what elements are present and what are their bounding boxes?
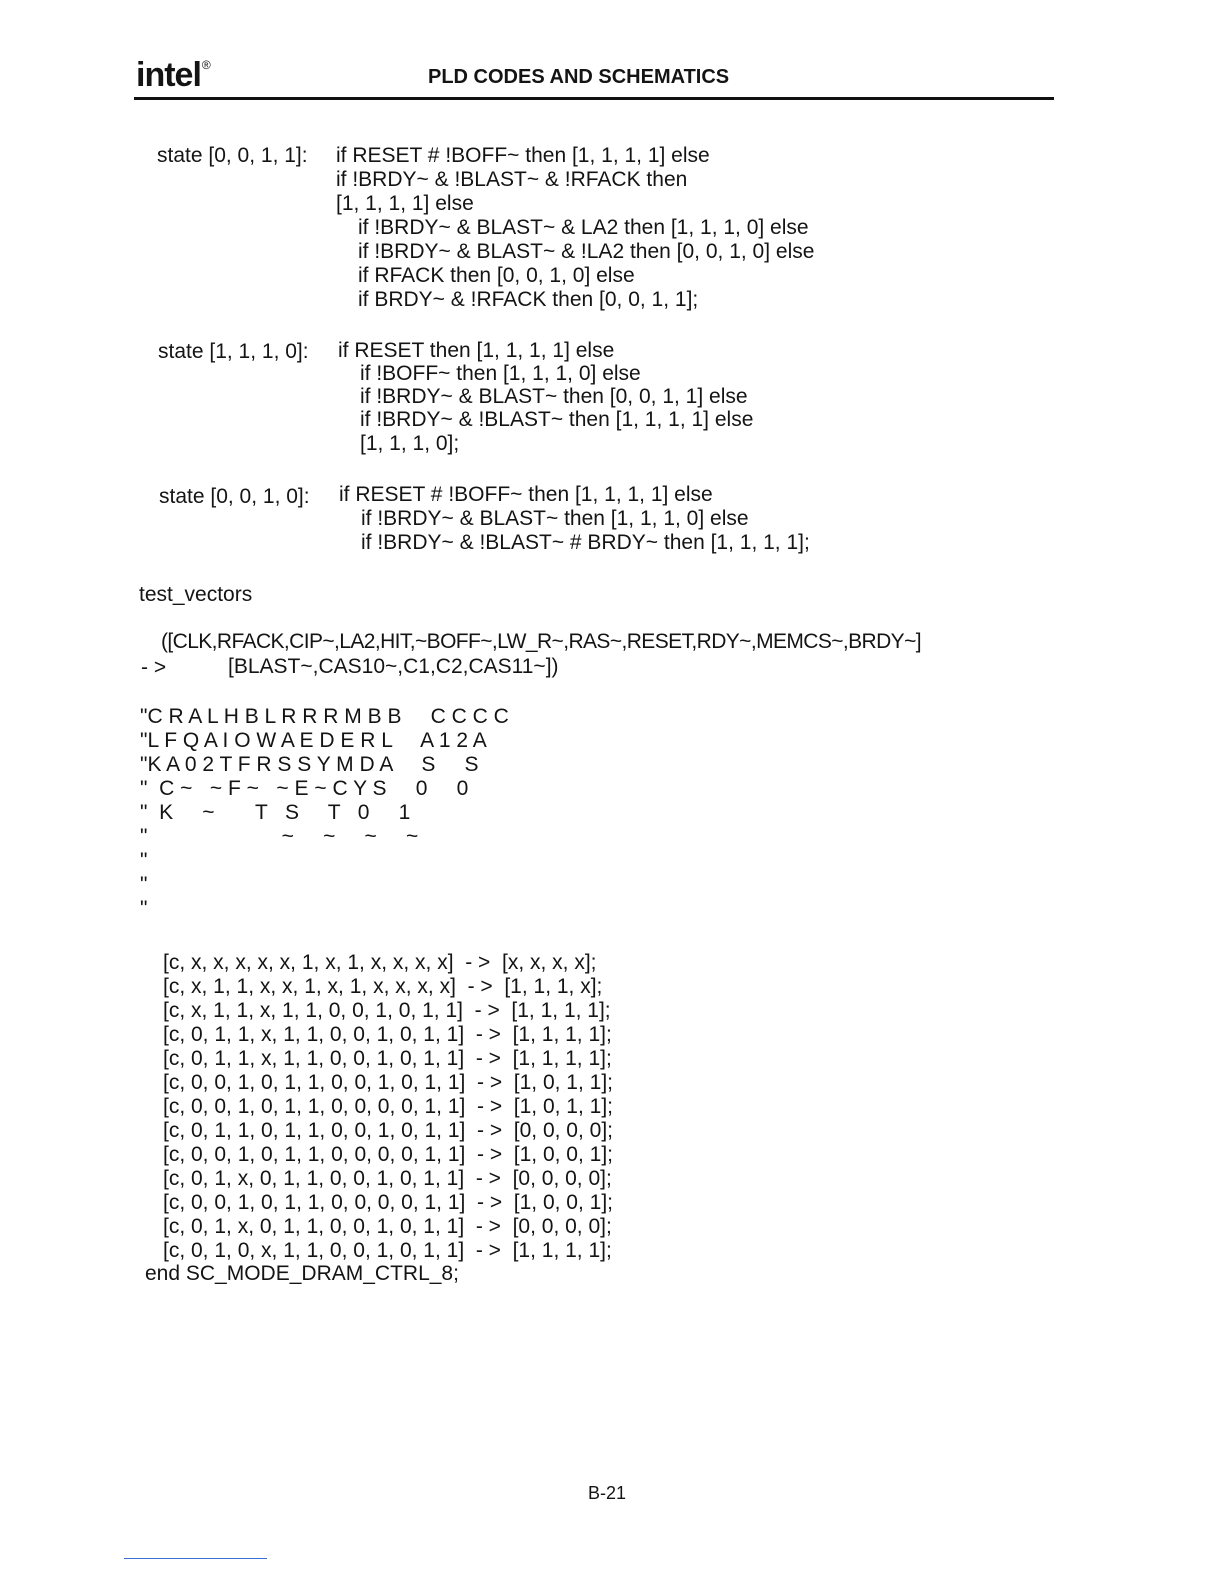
state-label: state [0, 0, 1, 1]: <box>157 144 308 167</box>
column-comment-row: " <box>140 849 148 872</box>
code-line: if !BRDY~ & BLAST~ & LA2 then [1, 1, 1, 0] else <box>358 216 809 239</box>
column-comment-row: "C R A L H B L R R R M B B C C C C <box>140 705 509 728</box>
vector-row: [c, 0, 1, 1, 0, 1, 1, 0, 0, 1, 0, 1, 1] - > [0, 0, 0, 0]; <box>163 1119 614 1142</box>
code-line: if !BRDY~ & BLAST~ then [1, 1, 1, 0] else <box>361 507 749 530</box>
column-comment-row: " ~ ~ ~ ~ <box>140 825 419 848</box>
code-line: [1, 1, 1, 1] else <box>336 192 474 215</box>
section-heading: test_vectors <box>139 583 253 606</box>
code-line: if !BRDY~ & !BLAST~ # BRDY~ then [1, 1, 1, 1]; <box>361 531 810 554</box>
code-line: if !BRDY~ & BLAST~ then [0, 0, 1, 1] else <box>360 385 748 408</box>
logo-text: intel <box>136 56 201 94</box>
vector-row: [c, 0, 0, 1, 0, 1, 1, 0, 0, 0, 0, 1, 1] - > [1, 0, 0, 1]; <box>163 1143 614 1166</box>
code-line: if BRDY~ & !RFACK then [0, 0, 1, 1]; <box>358 288 699 311</box>
state-label: state [1, 1, 1, 0]: <box>158 340 309 363</box>
code-line: [1, 1, 1, 0]; <box>360 432 460 455</box>
page-header-title: PLD CODES AND SCHEMATICS <box>428 66 730 88</box>
column-comment-row: " K ~ T S T 0 1 <box>140 801 411 824</box>
header-rule <box>134 97 1054 100</box>
column-comment-row: " <box>140 897 148 920</box>
vector-row: [c, 0, 1, x, 0, 1, 1, 0, 0, 1, 0, 1, 1] - > [0, 0, 0, 0]; <box>163 1215 612 1238</box>
end-statement: end SC_MODE_DRAM_CTRL_8; <box>145 1262 459 1285</box>
registered-mark: ® <box>201 58 210 72</box>
signal-list: ([CLK,RFACK,CIP~,LA2,HIT,~BOFF~,LW_R~,RAS~,RESET,RDY~,MEMCS~,BRDY~] <box>161 630 921 653</box>
code-line: if RFACK then [0, 0, 1, 0] else <box>358 264 635 287</box>
column-comment-row: "K A 0 2 T F R S S Y M D A S S <box>140 753 479 776</box>
column-comment-row: "L F Q A I O W A E D E R L A 1 2 A <box>140 729 487 752</box>
vector-row: [c, 0, 0, 1, 0, 1, 1, 0, 0, 0, 0, 1, 1] - > [1, 0, 1, 1]; <box>163 1095 614 1118</box>
signal-arrow: - > <box>141 656 167 679</box>
code-line: if !BRDY~ & BLAST~ & !LA2 then [0, 0, 1, 0] else <box>358 240 815 263</box>
signal-list: [BLAST~,CAS10~,C1,C2,CAS11~]) <box>228 655 559 678</box>
vector-row: [c, x, 1, 1, x, x, 1, x, 1, x, x, x, x] - > [1, 1, 1, x]; <box>163 975 603 998</box>
code-line: if RESET # !BOFF~ then [1, 1, 1, 1] else <box>336 144 710 167</box>
column-comment-row: " C ~ ~ F ~ ~ E ~ C Y S 0 0 <box>140 777 469 800</box>
page-number: B-21 <box>588 1483 627 1503</box>
vector-row: [c, 0, 1, 1, x, 1, 1, 0, 0, 1, 0, 1, 1] - > [1, 1, 1, 1]; <box>163 1047 612 1070</box>
footer-rule <box>124 1558 267 1559</box>
vector-row: [c, 0, 0, 1, 0, 1, 1, 0, 0, 1, 0, 1, 1] - > [1, 0, 1, 1]; <box>163 1071 614 1094</box>
state-label: state [0, 0, 1, 0]: <box>159 485 310 508</box>
column-comment-row: " <box>140 873 148 896</box>
code-line: if !BRDY~ & !BLAST~ & !RFACK then <box>336 168 688 191</box>
vector-row: [c, 0, 1, 0, x, 1, 1, 0, 0, 1, 0, 1, 1] - > [1, 1, 1, 1]; <box>163 1239 612 1262</box>
code-line: if !BRDY~ & !BLAST~ then [1, 1, 1, 1] else <box>360 408 754 431</box>
intel-logo <box>136 56 210 95</box>
vector-row: [c, x, 1, 1, x, 1, 1, 0, 0, 1, 0, 1, 1] - > [1, 1, 1, 1]; <box>163 999 611 1022</box>
vector-row: [c, x, x, x, x, x, 1, x, 1, x, x, x, x] - > [x, x, x, x]; <box>163 951 597 974</box>
code-line: if RESET then [1, 1, 1, 1] else <box>338 339 615 362</box>
vector-row: [c, 0, 1, 1, x, 1, 1, 0, 0, 1, 0, 1, 1] - > [1, 1, 1, 1]; <box>163 1023 612 1046</box>
vector-row: [c, 0, 1, x, 0, 1, 1, 0, 0, 1, 0, 1, 1] - > [0, 0, 0, 0]; <box>163 1167 612 1190</box>
code-line: if !BOFF~ then [1, 1, 1, 0] else <box>360 362 641 385</box>
vector-row: [c, 0, 0, 1, 0, 1, 1, 0, 0, 0, 0, 1, 1] - > [1, 0, 0, 1]; <box>163 1191 614 1214</box>
code-line: if RESET # !BOFF~ then [1, 1, 1, 1] else <box>339 483 713 506</box>
